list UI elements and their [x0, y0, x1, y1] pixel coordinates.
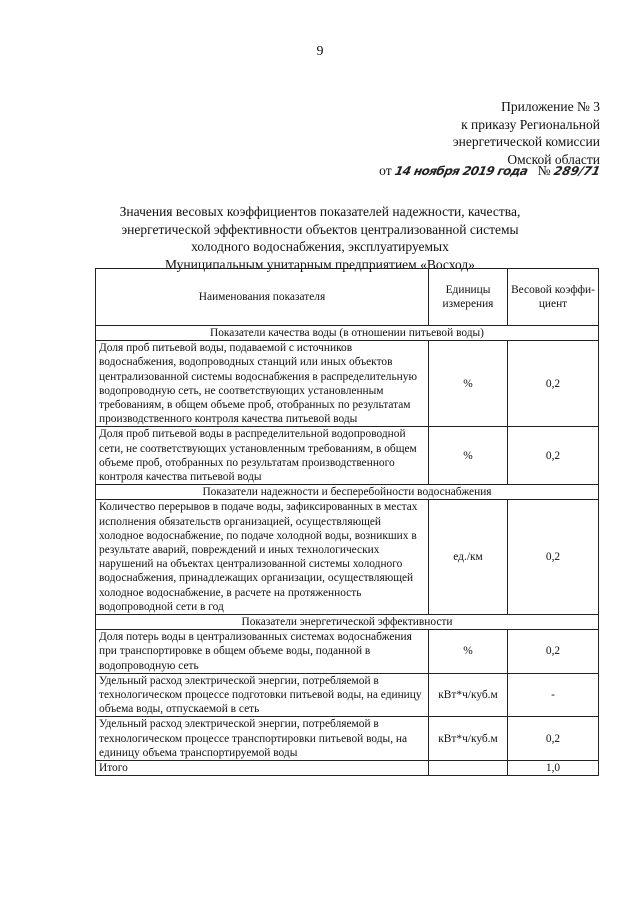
order-reference [300, 163, 600, 179]
total-coef: 1,0 [508, 761, 599, 776]
appendix-block [340, 98, 600, 168]
title-line: холодного водоснабжения, эксплуатируемых [191, 239, 449, 254]
indicator-coef: - [508, 673, 599, 717]
indicator-unit: % [429, 427, 508, 485]
indicator-name: Удельный расход электрической энергии, потребляемой в технологическом процессе транспортировки питьевой воды, на единицу объема транспортируемой воды [96, 717, 429, 761]
section-row [96, 326, 599, 341]
indicator-coef: 0,2 [508, 500, 599, 615]
table-row [96, 630, 599, 674]
indicator-name: Доля проб питьевой воды, подаваемой с источников водоснабжения, водопроводных станций или иных объектов централизованной системы водоснабжения в распределительную водопроводную сеть, не соответствующих установленным требованиям, в общем объеме проб, отобранных по результатам производственного контроля качества питьевой воды [96, 341, 429, 427]
section-title: Показатели качества воды (в отношении питьевой воды) [96, 326, 599, 341]
indicator-name: Удельный расход электрической энергии, потребляемой в технологическом процессе подготовки питьевой воды, на единицу объема воды, отпускаемой в сеть [96, 673, 429, 717]
appendix-line: Омской области [507, 151, 600, 167]
title-line: Муниципальным унитарным предприятием «Восход» [165, 256, 475, 272]
indicator-name: Доля проб питьевой воды в распределительной водопроводной сети, не соответствующих установленным требованиям, в общем объеме проб, отобранных по результатам производственного контроля качества питьевой воды [96, 427, 429, 485]
section-row [96, 615, 599, 630]
indicator-coef: 0,2 [508, 341, 599, 427]
coefficients-table [95, 268, 599, 776]
header-unit: Единицы измерения [429, 269, 508, 326]
header-coef: Весовой коэффи-циент [508, 269, 599, 326]
table-row [96, 427, 599, 485]
indicator-name: Количество перерывов в подаче воды, зафиксированных в местах исполнения обязательств организацией, осуществляющей холодное водоснабжение, по подаче холодной воды, возникших в результате аварий, повреждений и иных технологических нарушений на объектах централизованной системы холодного водоснабжения, принадлежащих организации, осуществляющей холодное водоснабжение, в расчете на протяженность водопроводной сети в год [96, 500, 429, 615]
page-number: 9 [316, 44, 324, 59]
indicator-unit: ед./км [429, 500, 508, 615]
header-name: Наименования показателя [96, 269, 429, 326]
document-title [90, 203, 550, 273]
appendix-line: энергетической комиссии [452, 134, 600, 149]
title-line: энергетической эффективности объектов централизованной системы [121, 221, 519, 237]
appendix-line: Приложение № 3 [501, 99, 600, 114]
total-unit [429, 761, 508, 776]
section-row [96, 485, 599, 500]
indicator-coef: 0,2 [508, 427, 599, 485]
indicator-unit: % [429, 630, 508, 674]
section-title: Показатели энергетической эффективности [96, 615, 599, 630]
table-row [96, 341, 599, 427]
indicator-coef: 0,2 [508, 717, 599, 761]
order-date-handwritten: 14 ноября 2019 года [393, 164, 529, 178]
total-label: Итого [96, 761, 429, 776]
indicator-coef: 0,2 [508, 630, 599, 674]
indicator-unit: % [429, 341, 508, 427]
table-row [96, 500, 599, 615]
title-line: Значения весовых коэффициентов показателей надежности, качества, [119, 204, 521, 219]
order-prefix: от [379, 163, 392, 178]
section-title: Показатели надежности и бесперебойности водоснабжения [96, 485, 599, 500]
table-row [96, 673, 599, 717]
order-number-prefix: № [537, 163, 551, 178]
table-header-row [96, 269, 599, 326]
appendix-line: к приказу Региональной [461, 116, 600, 132]
indicator-name: Доля потерь воды в централизованных системах водоснабжения при транспортировке в общем объеме воды, поданной в водопроводную сеть [96, 630, 429, 674]
indicator-unit: кВт*ч/куб.м [429, 717, 508, 761]
total-row [96, 761, 599, 776]
indicator-unit: кВт*ч/куб.м [429, 673, 508, 717]
table-row [96, 717, 599, 761]
order-number-handwritten: 289/71 [552, 164, 602, 178]
